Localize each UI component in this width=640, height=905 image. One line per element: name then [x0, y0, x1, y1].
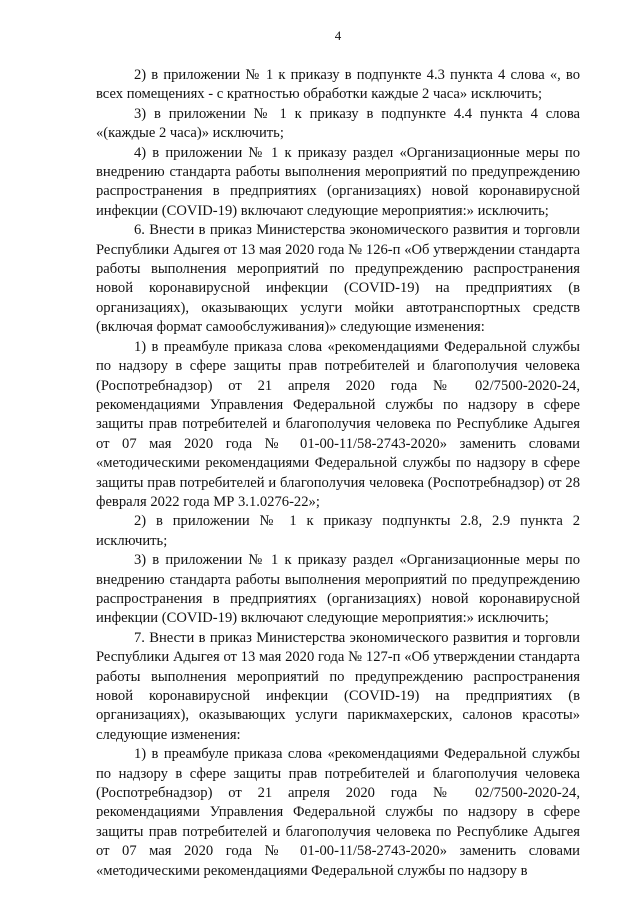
paragraph-item-7-1: 1) в преамбуле приказа слова «рекомендациями Федеральной службы по надзору в сфере защиты прав потребителей и благополучия человека (Роспотребнадзор) от 21 апреля 2020 года № 02/7500-2020-24, рекомендациями Управления Федеральной службы по надзору в сфере защиты прав потребителей и благополучия человека по Республике Адыгея от 07 мая 2020 года № 01-00-11/58-2743-2020» заменить словами «методическими рекомендациями Федеральной службы по надзору в — [96, 746, 580, 879]
page-number: 4 — [334, 28, 342, 43]
paragraph-item-3: 3) в приложении № 1 к приказу в подпункте 4.4 пункта 4 слова «(каждые 2 часа)» исключить; — [96, 105, 580, 142]
paragraph-section-7: 7. Внести в приказ Министерства экономического развития и торговли Республики Адыгея от 13 мая 2020 года № 127-п «Об утверждении стандарта работы выполнения мероприятий по предупреждению распространения новой коронавирусной инфекции (COVID-19) на предприятиях (в организациях), оказывающих услуги парикмахерских, салонов красоты» следующие изменения: — [96, 629, 580, 743]
paragraph-item-4: 4) в приложении № 1 к приказу раздел «Организационные меры по внедрению стандарта работы выполнения мероприятий по предупреждению распространения в предприятиях (организациях) новой коронавирусной инфекции (COVID-19) включают следующие мероприятия:» исключить; — [96, 144, 580, 219]
paragraph-item-6-1: 1) в преамбуле приказа слова «рекомендациями Федеральной службы по надзору в сфере защиты прав потребителей и благополучия человека (Роспотребнадзор) от 21 апреля 2020 года № 02/7500-2020-24, рекомендациями Управления Федеральной службы по надзору в сфере защиты прав потребителей и благополучия человека по Республике Адыгея от 07 мая 2020 года № 01-00-11/58-2743-2020» заменить словами «методическими рекомендациями Федеральной службы по надзору в сфере защиты прав потребителей и благополучия человека (Роспотребнадзор) от 28 февраля 2022 года МР 3.1.0276-22»; — [96, 338, 580, 510]
paragraph-item-6-3: 3) в приложении № 1 к приказу раздел «Организационные меры по внедрению стандарта работы выполнения мероприятий по предупреждению распространения в предприятиях (организациях) новой коронавирусной инфекции (COVID-19) включают следующие мероприятия:» исключить; — [96, 552, 580, 627]
paragraph-item-6-2: 2) в приложении № 1 к приказу подпункты 2.8, 2.9 пункта 2 исключить; — [96, 513, 580, 549]
paragraph-item-2: 2) в приложении № 1 к приказу в подпункте 4.3 пункта 4 слова «, во всех помещениях - с кратностью обработки каждые 2 часа» исключить; — [96, 67, 580, 103]
document-body — [96, 66, 580, 881]
paragraph-section-6: 6. Внести в приказ Министерства экономического развития и торговли Республики Адыгея от 13 мая 2020 года № 126-п «Об утверждении стандарта работы выполнения мероприятий по предупреждению распространения новой коронавирусной инфекции (COVID-19) на предприятиях (в организациях), оказывающих услуги мойки автотранспортных средств (включая формат самообслуживания)» следующие изменения: — [96, 222, 580, 336]
